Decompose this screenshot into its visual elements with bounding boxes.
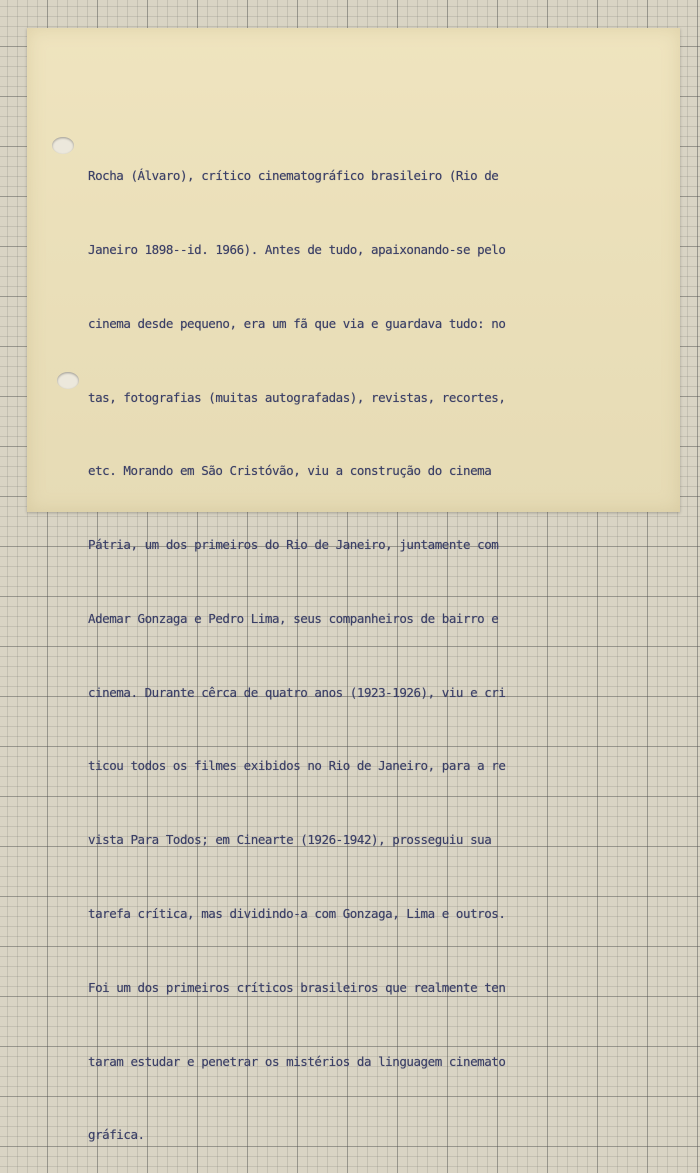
text-line-13: taram estudar e penetrar os mistérios da linguagem cinemato (88, 1053, 506, 1069)
text-line-8: cinema. Durante cêrca de quatro anos (1923-1926), viu e cri (88, 684, 506, 700)
text-line-5: etc. Morando em São Cristóvão, viu a construção do cinema (88, 463, 492, 479)
punch-hole-bottom (57, 372, 79, 389)
text-line-10: vista Para Todos; em Cinearte (1926-1942), prosseguiu sua (88, 832, 492, 848)
text-line-4: tas, fotografias (muitas autografadas), revistas, recortes, (88, 389, 506, 405)
text-line-12: Foi um dos primeiros críticos brasileiros que realmente ten (88, 979, 506, 995)
text-line-7: Ademar Gonzaga e Pedro Lima, seus companheiros de bairro e (88, 610, 499, 626)
text-line-3: cinema desde pequeno, era um fã que via e guardava tudo: no (88, 315, 506, 331)
text-line-6: Pátria, um dos primeiros do Rio de Janeiro, juntamente com (88, 537, 499, 553)
text-line-11: tarefa crítica, mas dividindo-a com Gonzaga, Lima e outros. (88, 906, 506, 921)
text-line-9: ticou todos os filmes exibidos no Rio de Janeiro, para a re (88, 758, 506, 774)
text-line-14: gráfica. (88, 1127, 145, 1143)
text-line-2: Janeiro 1898--id. 1966). Antes de tudo, apaixonando-se pelo (88, 241, 506, 257)
typewritten-entry (88, 115, 648, 1173)
text-line-1: Rocha (Álvaro), crítico cinematográfico brasileiro (Rio de (88, 168, 499, 184)
punch-hole-top (52, 137, 74, 154)
